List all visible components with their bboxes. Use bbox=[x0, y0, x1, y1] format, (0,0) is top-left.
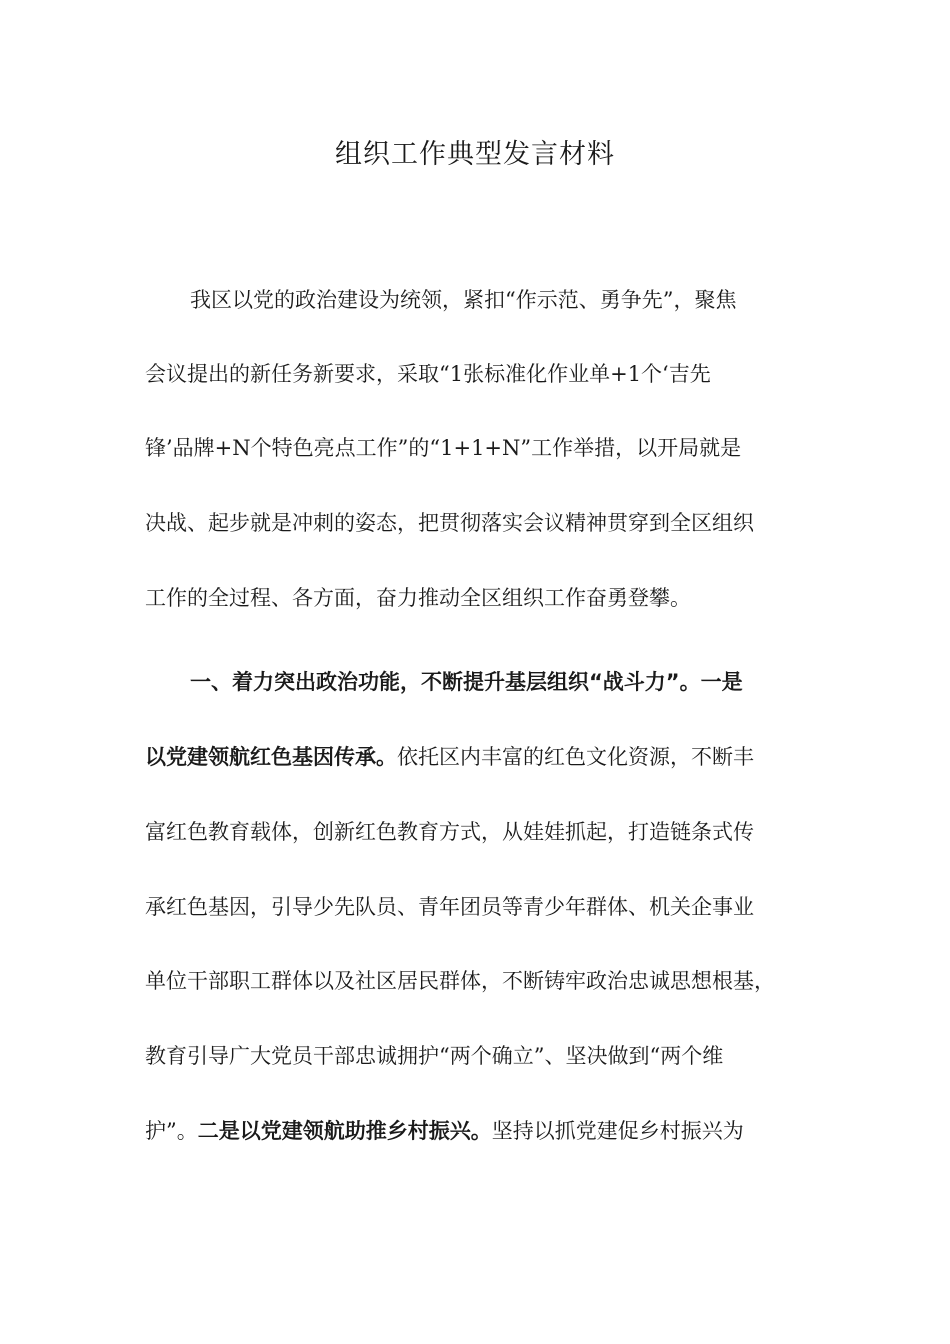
text-run: 依托区内丰富的红色文化资源，不断丰 bbox=[397, 745, 754, 769]
text-run: 决战、起步就是冲刺的姿态，把贯彻落实会议精神贯穿到全区组织 bbox=[145, 511, 754, 535]
section-heading: 一、着力突出政治功能，不断提升基层组织“战斗力”。一是 bbox=[190, 670, 743, 694]
document-title: 组织工作典型发言材料 bbox=[335, 139, 615, 170]
paragraph-1-line-1 bbox=[190, 285, 890, 315]
paragraph-2-line-3 bbox=[145, 817, 845, 847]
paragraph-1-line-2 bbox=[145, 359, 845, 389]
paragraph-1-line-5 bbox=[145, 583, 845, 613]
text-run: 承红色基因，引导少先队员、青年团员等青少年群体、机关企事业 bbox=[145, 895, 754, 919]
paragraph-2-line-4 bbox=[145, 892, 845, 922]
text-run: 单位干部职工群体以及社区居民群体，不断铸牢政治忠诚思想根基， bbox=[145, 969, 775, 993]
text-run: 教育引导广大党员干部忠诚拥护“两个确立”、坚决做到“两个维 bbox=[145, 1044, 724, 1068]
text-run: 会议提出的新任务新要求，采取“1张标准化作业单+1个‘吉先 bbox=[145, 362, 711, 386]
text-run: 锋’品牌+N个特色亮点工作”的“1+1+N”工作举措，以开局就是 bbox=[145, 436, 742, 460]
text-run: 富红色教育载体，创新红色教育方式，从娃娃抓起，打造链条式传 bbox=[145, 820, 754, 844]
paragraph-2-line-5 bbox=[145, 966, 845, 996]
paragraph-1-line-3 bbox=[145, 433, 845, 463]
text-run: 我区以党的政治建设为统领，紧扣“作示范、勇争先”，聚焦 bbox=[190, 288, 737, 312]
paragraph-2-line-1 bbox=[190, 667, 890, 697]
paragraph-2-line-6 bbox=[145, 1041, 845, 1071]
paragraph-2-line-2 bbox=[145, 742, 845, 772]
text-run: 坚持以抓党建促乡村振兴为 bbox=[491, 1119, 744, 1143]
subheading-run: 以党建领航红色基因传承。 bbox=[145, 745, 397, 769]
text-run: 工作的全过程、各方面，奋力推动全区组织工作奋勇登攀。 bbox=[145, 586, 691, 610]
subheading-run: 二是以党建领航助推乡村振兴。 bbox=[197, 1119, 492, 1143]
paragraph-1-line-4 bbox=[145, 508, 845, 538]
paragraph-2-line-7 bbox=[145, 1116, 845, 1146]
text-run: 护”。 bbox=[145, 1119, 198, 1143]
